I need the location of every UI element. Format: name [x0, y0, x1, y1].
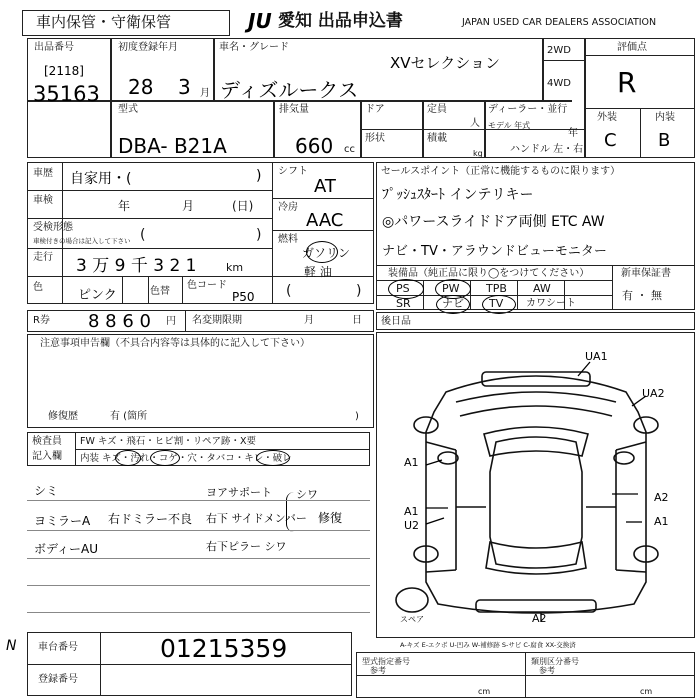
displacement-value: 660 — [295, 134, 334, 158]
repair-close: ) — [355, 411, 359, 422]
ju-logo: JU — [248, 9, 272, 33]
equip-aw: AW — [533, 282, 551, 295]
history-label: 車歴 — [33, 168, 53, 179]
warranty-label: 新車保証書 — [621, 268, 671, 279]
selling-line-1: ﾌﾟｯｼｭｽﾀｰﾄ インテリキー — [382, 187, 534, 203]
fuel-open: ( — [286, 283, 292, 299]
type-label: 型式 — [118, 104, 138, 115]
chassis-value: 01215359 — [160, 634, 288, 663]
grade-score: R — [617, 66, 637, 99]
model-year-label: モデル 年式 — [488, 121, 531, 130]
name-change-label: 名変期限期 — [192, 315, 242, 326]
remark-8: シワ — [296, 488, 318, 501]
exterior-score: C — [604, 130, 617, 151]
recycle-value: 8 8 6 0 — [88, 311, 151, 332]
color-label: 色 — [33, 282, 43, 293]
door-label: ドア — [365, 104, 385, 115]
accept-label: 受検形態 — [33, 222, 73, 233]
inspector-row-1: FW キズ・飛石・ヒビ割・リペア跡・X要 — [80, 436, 257, 447]
dirt-circle-mark — [150, 450, 180, 466]
handle-label: ハンドル 左・右 — [510, 144, 584, 155]
remark-7: 右下ピラー シワ — [206, 540, 287, 553]
warranty-value: 有 ・ 無 — [622, 289, 662, 302]
recycle-unit: 円 — [166, 316, 176, 327]
notes-label: 注意事項申告欄（不具合内容等は具体的に記入して下さい） — [40, 338, 310, 349]
color-code-label: 色コード — [187, 280, 227, 291]
inspector-label-2: 記入欄 — [32, 451, 62, 462]
name-change-day: 日 — [352, 315, 362, 326]
type-value: DBA- B21A — [118, 134, 227, 158]
mark-a2-rear: A2 — [532, 612, 547, 625]
fuel-gas: ガソリン — [302, 246, 351, 260]
remark-1: シミ — [34, 484, 59, 498]
car-diagram — [376, 332, 695, 638]
fuel-circle-mark — [306, 241, 338, 263]
lot-label: 出品番号 — [34, 42, 74, 53]
name-change-month: 月 — [304, 315, 314, 326]
cooler-value: AAC — [306, 210, 344, 231]
remark-2: ヨミラーA — [34, 514, 91, 528]
storage-label: 車内保管・守衛保管 — [36, 13, 172, 31]
inspection-day: (日) — [232, 199, 254, 213]
lot-number: 35163 — [33, 82, 100, 106]
name-label: 車名・グレード — [219, 42, 289, 53]
inspector-row-2: 内装 キズ・汚れ・コゲ・穴・タバコ・キレ・破レ — [80, 453, 292, 464]
scratch-circle-mark — [115, 450, 141, 466]
equip-ps: PS — [396, 282, 410, 295]
history-value: 自家用・( — [70, 171, 132, 187]
remark-brace — [286, 492, 295, 532]
size-label-4: 参考 — [539, 666, 555, 675]
fuel-close: ) — [356, 283, 362, 299]
interior-score: B — [658, 130, 671, 151]
model-name: ディズルークス — [220, 78, 359, 102]
cooler-label: 冷房 — [278, 202, 298, 213]
mark-ua2: UA2 — [642, 387, 665, 400]
inspector-label-1: 検査員 — [32, 436, 62, 447]
remark-4: ボディーAU — [34, 542, 99, 556]
first-reg-year: 28 — [128, 75, 154, 99]
remark-9: 修復 — [318, 511, 343, 525]
reg-label: 登録番号 — [38, 674, 78, 685]
selling-points-label: セールスポイント（正常に機能するものに限ります） — [381, 166, 621, 177]
later-items-frame — [376, 312, 695, 330]
org-title: 愛知 出品申込書 — [278, 11, 403, 31]
recycle-label: R券 — [33, 315, 50, 326]
remark-6: 右下 サイドメンバー — [206, 512, 307, 525]
size-cm-1: cm — [478, 687, 491, 696]
mark-a2-right: A2 — [654, 491, 669, 504]
fuel-label: 燃料 — [278, 234, 298, 245]
shape-label: 形状 — [365, 133, 385, 144]
capacity-label: 定員 — [427, 104, 447, 115]
equip-sr: SR — [396, 297, 411, 310]
size-label-2: 参考 — [370, 666, 386, 675]
later-items-label: 後日品 — [381, 316, 411, 327]
equip-leather: カワシート — [526, 298, 576, 309]
grade-value: XVセレクション — [390, 54, 500, 72]
inspection-label: 車検 — [33, 195, 53, 206]
shift-value: AT — [314, 176, 336, 197]
equip-navi: ナビ — [442, 297, 464, 310]
inspection-year: 年 — [118, 199, 131, 213]
accept-note: 車検付きの場合は記入して下さい — [33, 237, 131, 245]
first-reg-month-unit: 月 — [200, 88, 210, 99]
load-unit: kg — [473, 149, 483, 158]
equip-tv: TV — [489, 297, 504, 310]
capacity-unit: 人 — [470, 118, 480, 129]
legend-text: A-キズ E-エクボ U-凹み W-補修跡 S-サビ C-腐食 XX-交換済 — [400, 641, 576, 649]
interior-label: 内装 — [655, 112, 675, 123]
ps-circle-mark — [388, 279, 424, 299]
drive-2wd: 2WD — [547, 45, 571, 56]
first-reg-month: 3 — [178, 75, 191, 99]
equipment-label: 装備品（純正品に限り◯をつけてください） — [388, 268, 590, 279]
mark-ua1: UA1 — [585, 350, 608, 363]
size-cm-2: cm — [640, 687, 653, 696]
displacement-unit: cc — [344, 144, 355, 155]
drive-4wd: 4WD — [547, 78, 571, 89]
equip-tpb: TPB — [486, 282, 507, 295]
repair-value: 有 (箇所 — [110, 411, 148, 422]
dealer-label: ディーラー・並行 — [488, 104, 568, 115]
size-label-1: 型式指定番号 — [362, 657, 410, 666]
tobacco-circle-mark — [256, 450, 290, 466]
first-reg-label: 初度登録年月 — [118, 42, 178, 53]
model-year-unit: 年 — [568, 128, 578, 139]
accept-close: ) — [256, 227, 262, 243]
margin-mark: N — [6, 638, 17, 654]
equip-pw: PW — [442, 282, 460, 295]
mileage-value: 3 万 9 千 3 2 1 — [76, 256, 197, 276]
accept-open: ( — [140, 227, 146, 243]
grade-box-label: 評価点 — [617, 42, 647, 53]
lot-sub: [2118] — [44, 64, 84, 78]
history-close: ) — [256, 168, 262, 184]
load-label: 積載 — [427, 133, 447, 144]
mileage-unit: km — [226, 261, 244, 274]
mark-a1-right: A1 — [654, 515, 669, 528]
selling-line-2: ◎パワースライドドア両側 ETC AW — [382, 214, 605, 230]
remark-3: 右ドミラー不良 — [108, 512, 193, 526]
selling-line-3: ナビ・TV・アラウンドビューモニター — [382, 244, 607, 259]
mark-a1-left-2: A1 — [404, 505, 419, 518]
color-value: ピンク — [78, 288, 117, 303]
repair-label: 修復歴 — [48, 411, 78, 422]
color-code: P50 — [232, 290, 255, 304]
mileage-label: 走行 — [33, 252, 53, 263]
org-title-en: JAPAN USED CAR DEALERS ASSOCIATION — [462, 17, 657, 28]
spare-label: スペア — [400, 615, 424, 624]
inspection-month: 月 — [182, 199, 195, 213]
color-change-label: 色替 — [150, 286, 170, 297]
shift-label: シフト — [278, 166, 308, 177]
mark-a1-left: A1 — [404, 456, 419, 469]
exterior-label: 外装 — [597, 112, 617, 123]
remark-5: ヨアサポート — [206, 486, 272, 499]
fuel-diesel: 軽 油 — [304, 265, 332, 279]
displacement-label: 排気量 — [279, 104, 309, 115]
size-label-3: 類別区分番号 — [531, 657, 579, 666]
mark-u2: U2 — [404, 519, 420, 532]
chassis-label: 車台番号 — [38, 642, 78, 653]
